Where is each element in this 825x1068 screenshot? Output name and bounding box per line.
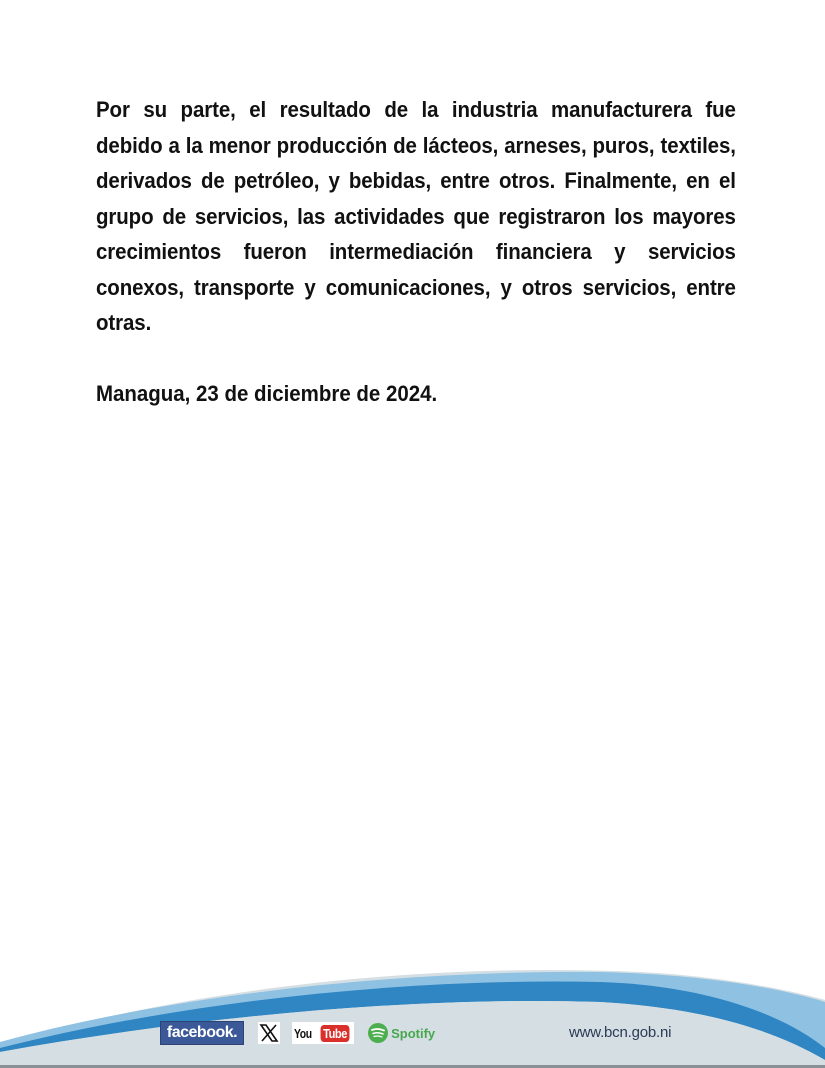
- footer-wave-decoration: [0, 950, 825, 1068]
- social-links: [160, 1021, 435, 1045]
- youtube-link[interactable]: [292, 1022, 354, 1044]
- facebook-link[interactable]: [160, 1021, 244, 1045]
- x-link[interactable]: [258, 1022, 280, 1044]
- youtube-logo-you: You: [294, 1025, 312, 1041]
- document-body: [96, 92, 736, 411]
- spotify-icon: [368, 1023, 388, 1043]
- website-url-link[interactable]: www.bcn.gob.ni: [569, 1024, 672, 1041]
- body-paragraph: Por su parte, el resultado de la industria manufacturera fue debido a la menor producción de lácteos, arneses, puros, textiles, derivados de petróleo, y bebidas, entre otros. Finalmente, en el grupo de servicios, las actividades que registraron los mayores crecimientos fueron intermediación financiera y servicios conexos, transporte y comunicaciones, y otros servicios, entre otras.: [96, 97, 736, 335]
- spotify-label: Spotify: [391, 1025, 436, 1041]
- x-logo-icon: [259, 1023, 279, 1043]
- youtube-logo-tube: Tube: [321, 1025, 350, 1042]
- facebook-logo-text: facebook.: [166, 1024, 238, 1041]
- date-signoff: Managua, 23 de diciembre de 2024.: [96, 380, 438, 406]
- footer-banner: [0, 950, 825, 1068]
- spotify-link[interactable]: [368, 1023, 435, 1043]
